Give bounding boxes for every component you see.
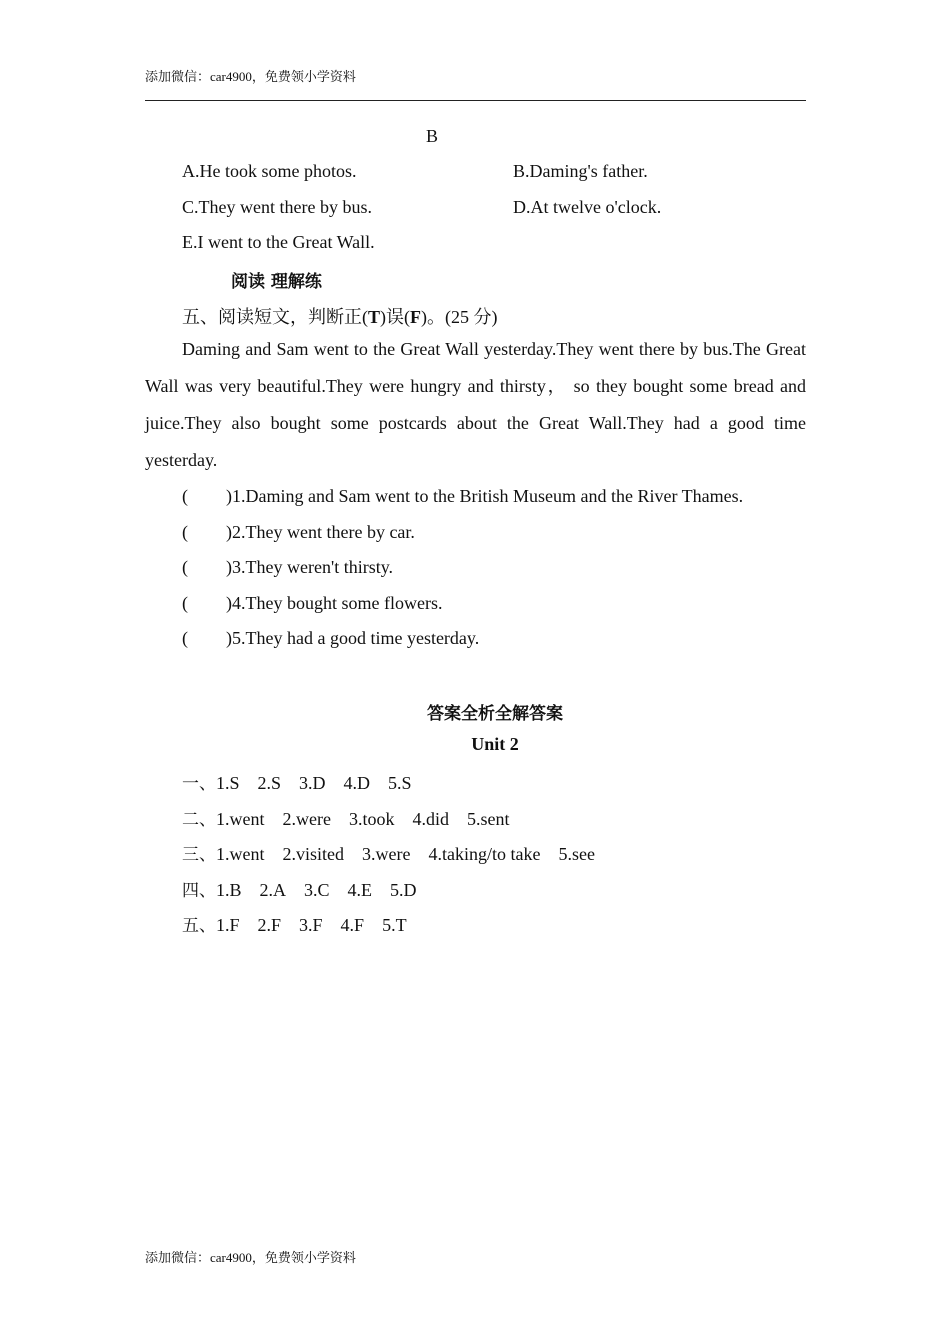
answer-row-label: 一、 <box>182 774 216 794</box>
page-header: 添加微信：car4900，免费领小学资料 <box>145 69 356 84</box>
answer-item: 4.E <box>347 880 373 900</box>
instruction-suffix: )。(25 分) <box>421 307 498 327</box>
answer-item: 1.B <box>216 880 242 900</box>
question-text-5: )5.They had a good time yesterday. <box>226 628 480 648</box>
answer-row <box>182 876 417 901</box>
answer-row <box>182 840 595 865</box>
question-text-1: )1.Daming and Sam went to the British Museum and the River Thames. <box>226 486 744 506</box>
question-4 <box>182 593 442 614</box>
answer-item: 3.F <box>299 915 323 935</box>
option-c: C.They went there by bus. <box>182 197 372 217</box>
answer-row-label: 三、 <box>182 845 216 865</box>
answer-item: 1.went <box>216 809 265 829</box>
answer-item: 2.visited <box>282 844 344 864</box>
answers-unit: Unit 2 <box>471 734 519 754</box>
answer-row-label: 四、 <box>182 881 216 901</box>
option-d: D.At twelve o'clock. <box>513 197 662 217</box>
answer-blank-2[interactable]: ( <box>182 522 188 542</box>
answer-item: 5.D <box>390 880 417 900</box>
question-2 <box>182 522 415 543</box>
answer-row <box>182 911 407 936</box>
question-text-4: )4.They bought some flowers. <box>226 593 443 613</box>
answer-item: 2.F <box>257 915 282 935</box>
answer-row-label: 五、 <box>182 916 216 936</box>
question-text-3: )3.They weren't thirsty. <box>226 557 394 577</box>
answer-item: 3.took <box>348 809 395 829</box>
question-1 <box>182 486 743 507</box>
answer-item: 3.D <box>299 773 326 793</box>
section-b-label: B <box>426 126 439 146</box>
option-e: E.I went to the Great Wall. <box>182 232 375 252</box>
answer-item: 2.S <box>257 773 282 793</box>
answer-row-label: 二、 <box>182 810 216 830</box>
answer-item: 3.were <box>362 844 411 864</box>
reading-heading: 阅读 理解练 <box>231 272 322 292</box>
answer-row <box>182 805 510 830</box>
answers-title: 答案全析全解答案 <box>427 704 563 724</box>
answer-blank-1[interactable]: ( <box>182 486 188 506</box>
answer-blank-4[interactable]: ( <box>182 593 188 613</box>
instruction-mid: )误( <box>380 307 411 327</box>
answer-item: 5.S <box>388 773 412 793</box>
question-3 <box>182 557 393 578</box>
answer-item: 2.were <box>282 809 331 829</box>
answer-item: 1.went <box>216 844 265 864</box>
instruction-true-letter: T <box>368 307 381 327</box>
answer-item: 5.sent <box>467 809 510 829</box>
page-footer: 添加微信：car4900，免费领小学资料 <box>145 1250 356 1265</box>
header-divider <box>145 100 806 101</box>
question-5 <box>182 628 479 649</box>
answer-item: 1.F <box>216 915 240 935</box>
answer-item: 1.S <box>216 773 240 793</box>
answer-item: 5.T <box>382 915 407 935</box>
answer-item: 5.see <box>558 844 595 864</box>
answer-item: 4.D <box>343 773 371 793</box>
option-a: A.He took some photos. <box>182 161 357 181</box>
instruction-false-letter: F <box>410 307 422 327</box>
reading-instruction <box>182 303 498 329</box>
answer-item: 4.did <box>412 809 450 829</box>
question-text-2: )2.They went there by car. <box>226 522 415 542</box>
answer-blank-5[interactable]: ( <box>182 628 188 648</box>
reading-passage: Daming and Sam went to the Great Wall yesterday.They went there by bus.The Great Wall was very beautiful.They were hungry and thirsty， so they bought some bread and juice.They also bought some postcards about the Great Wall.They had a good time yesterday. <box>145 339 806 470</box>
answer-item: 2.A <box>259 880 287 900</box>
answer-item: 4.taking/to take <box>428 844 541 864</box>
answer-blank-3[interactable]: ( <box>182 557 188 577</box>
option-b: B.Daming's father. <box>513 161 648 181</box>
answer-row <box>182 769 412 794</box>
answer-item: 3.C <box>304 880 330 900</box>
answer-item: 4.F <box>340 915 365 935</box>
instruction-prefix: 五、阅读短文，判断正( <box>182 307 368 327</box>
